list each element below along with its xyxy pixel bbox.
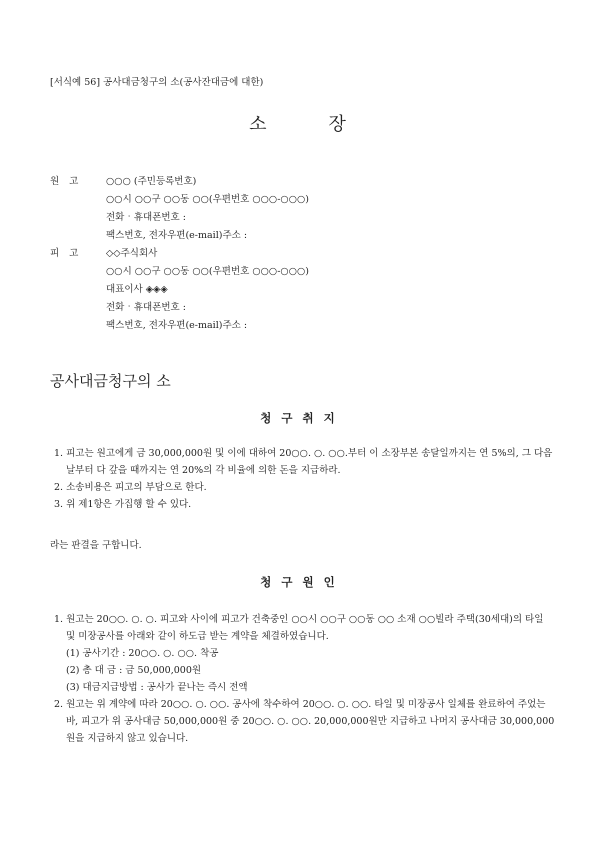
claim-item-2: 2. 소송비용은 피고의 부담으로 한다. bbox=[54, 482, 207, 493]
cause-sub-item-1: (1) 공사기간 : 20○○. ○. ○○. 착공 bbox=[66, 648, 219, 659]
cause-section-title: 청구원인 bbox=[260, 575, 345, 589]
claim-items bbox=[50, 445, 555, 513]
claim-item-3: 3. 위 제1항은 가집행 할 수 있다. bbox=[54, 499, 192, 510]
cause-sub-item-2: (2) 총 대 금 : 금 50,000,000원 bbox=[66, 665, 202, 676]
defendant-representative: 대표이사 ◈◈◈ bbox=[106, 284, 168, 295]
plaintiff-phone: 전화‧휴대폰번호 : bbox=[106, 212, 186, 223]
form-header: [서식예 56] 공사대금청구의 소(공사잔대금에 대한) bbox=[50, 77, 264, 88]
plaintiff-label: 원고 bbox=[50, 176, 89, 187]
claim-section-title: 청구취지 bbox=[260, 411, 345, 425]
case-title: 공사대금청구의 소 bbox=[50, 372, 171, 390]
defendant-name: ◇◇주식회사 bbox=[106, 248, 158, 259]
cause-items bbox=[50, 611, 555, 747]
defendant-address: ○○시 ○○구 ○○동 ○○(우편번호 ○○○-○○○) bbox=[106, 266, 309, 277]
cause-item-1: 1. 원고는 20○○. ○. ○. 피고와 사이에 피고가 건축중인 ○○시 ○○구 ○○동 ○○ 소재 ○○빌라 주택(30세대)의 타일 및 미장공사를 아래와 같이 하도급 받는 계약을 체결하였습니다. bbox=[54, 614, 544, 642]
claim-item-1: 1. 피고는 원고에게 금 30,000,000원 및 이에 대하여 20○○. ○. ○○.부터 이 소장부본 송달일까지는 연 5%의, 그 다음날부터 다 갚을 때까지는 연 20%의 각 비율에 의한 돈을 지급하라. bbox=[54, 448, 553, 476]
defendant-label: 피고 bbox=[50, 248, 89, 259]
document-title: 소장 bbox=[249, 114, 408, 135]
claim-closing: 라는 판결을 구합니다. bbox=[50, 540, 142, 551]
plaintiff-fax-email: 팩스번호, 전자우편(e-mail)주소 : bbox=[106, 230, 248, 241]
cause-sub-item-3: (3) 대금지급방법 : 공사가 끝나는 즉시 전액 bbox=[66, 682, 248, 693]
defendant-fax-email: 팩스번호, 전자우편(e-mail)주소 : bbox=[106, 320, 248, 331]
plaintiff-address: ○○시 ○○구 ○○동 ○○(우편번호 ○○○-○○○) bbox=[106, 194, 309, 205]
defendant-phone: 전화‧휴대폰번호 : bbox=[106, 302, 186, 313]
cause-item-2: 2. 원고는 위 계약에 따라 20○○. ○. ○○. 공사에 착수하여 20○○. ○. ○○. 타일 및 미장공사 일체를 완료하여 주었는바, 피고가 위 공사대금 50,000,000원 중 20○○. ○. ○○. 20,000,000원만 지급하고 나머지 공사대금 30,000,000원을 지급하지 않고 있습니다. bbox=[54, 699, 555, 744]
plaintiff-name: ○○○ (주민등록번호) bbox=[106, 176, 197, 187]
